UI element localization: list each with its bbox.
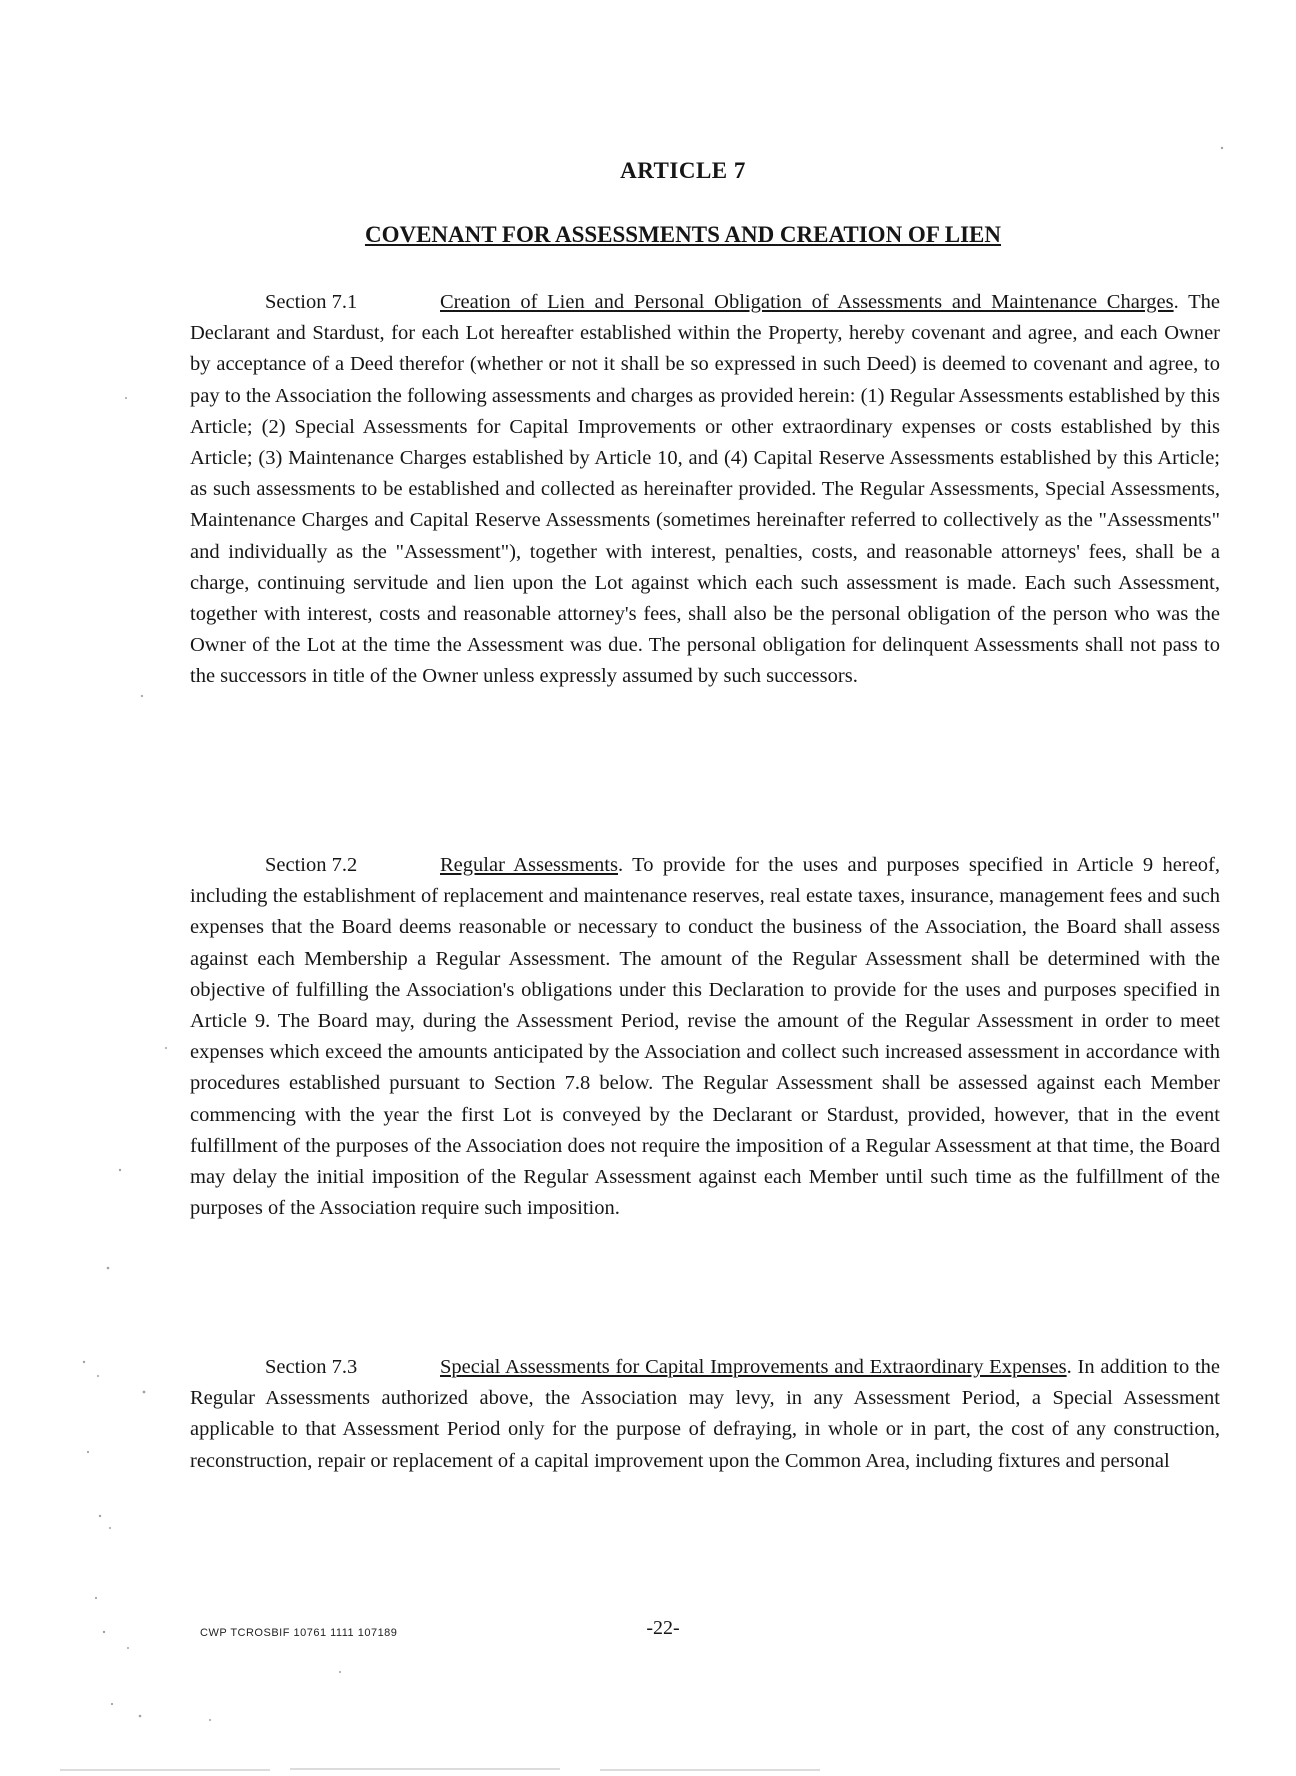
section-number: Section 7.1: [265, 291, 358, 313]
article-heading: ARTICLE 7: [620, 158, 746, 183]
section-title: Special Assessments for Capital Improvements and Extraordinary Expenses: [440, 1356, 1067, 1378]
article-title: COVENANT FOR ASSESSMENTS AND CREATION OF LIEN: [364, 222, 1002, 247]
section-paragraph: [190, 287, 1220, 693]
section-body: . To provide for the uses and purposes specified in Article 9 hereof, including the establishment of replacement and maintenance reserves, real estate taxes, insurance, management fees and such expenses that the Board deems reasonable or necessary to conduct the business of the Association, the Board shall assess against each Membership a Regular Assessment. The amount of the Regular Assessment shall be determined with the objective of fulfilling the Association's obligations under this Declaration to provide for the uses and purposes specified in Article 9. The Board may, during the Assessment Period, revise the amount of the Regular Assessment in order to meet expenses which exceed the amounts anticipated by the Association and collect such increased assessment in accordance with procedures established pursuant to Section 7.8 below. The Regular Assessment shall be assessed against each Member commencing with the year the first Lot is conveyed by the Declarant or Stardust, provided, however, that in the event fulfillment of the purposes of the Association does not require the imposition of a Regular Assessment at that time, the Board may delay the initial imposition of the Regular Assessment against each Member until such time as the fulfillment of the purposes of the Association require such imposition.: [190, 854, 1221, 1220]
section-body: . The Declarant and Stardust, for each Lot hereafter established within the Property, hereby covenant and agree, and each Owner by acceptance of a Deed therefor (whether or not it shall be so expressed in such Deed) is deemed to covenant and agree, to pay to the Association the following assessments and charges as provided herein: (1) Regular Assessments established by this Article; (2) Special Assessments for Capital Improvements or other extraordinary expenses or costs established by this Article; (3) Maintenance Charges established by Article 10, and (4) Capital Reserve Assessments established by this Article; as such assessments to be established and collected as hereinafter provided. The Regular Assessments, Special Assessments, Maintenance Charges and Capital Reserve Assessments (sometimes hereinafter referred to collectively as the "Assessments" and individually as the "Assessment"), together with interest, penalties, costs, and reasonable attorneys' fees, shall be a charge, continuing servitude and lien upon the Lot against which each such assessment is made. Each such Assessment, together with interest, costs and reasonable attorney's fees, shall also be the personal obligation of the person who was the Owner of the Lot at the time the Assessment was due. The personal obligation for delinquent Assessments shall not pass to the successors in title of the Owner unless expressly assumed by such successors.: [190, 291, 1220, 688]
page-number: -22-: [646, 1617, 680, 1639]
section-body: . In addition to the Regular Assessments authorized above, the Association may levy, in any Assessment Period, a Special Assessment applicable to that Assessment Period only for the purpose of defraying, in whole or in part, the cost of any construction, reconstruction, repair or replacement of a capital improvement upon the Common Area, including fixtures and personal: [190, 1356, 1220, 1472]
section-number: Section 7.3: [265, 1356, 358, 1378]
footer-document-code: CWP TCROSBIF 10761 1111 107189: [200, 1627, 398, 1639]
section-title: Creation of Lien and Personal Obligation of Assessments and Maintenance Charges: [440, 291, 1174, 313]
section-paragraph: [190, 1352, 1220, 1477]
section-title: Regular Assessments: [440, 854, 618, 876]
section-paragraph: [190, 850, 1220, 1224]
section-number: Section 7.2: [265, 854, 358, 876]
